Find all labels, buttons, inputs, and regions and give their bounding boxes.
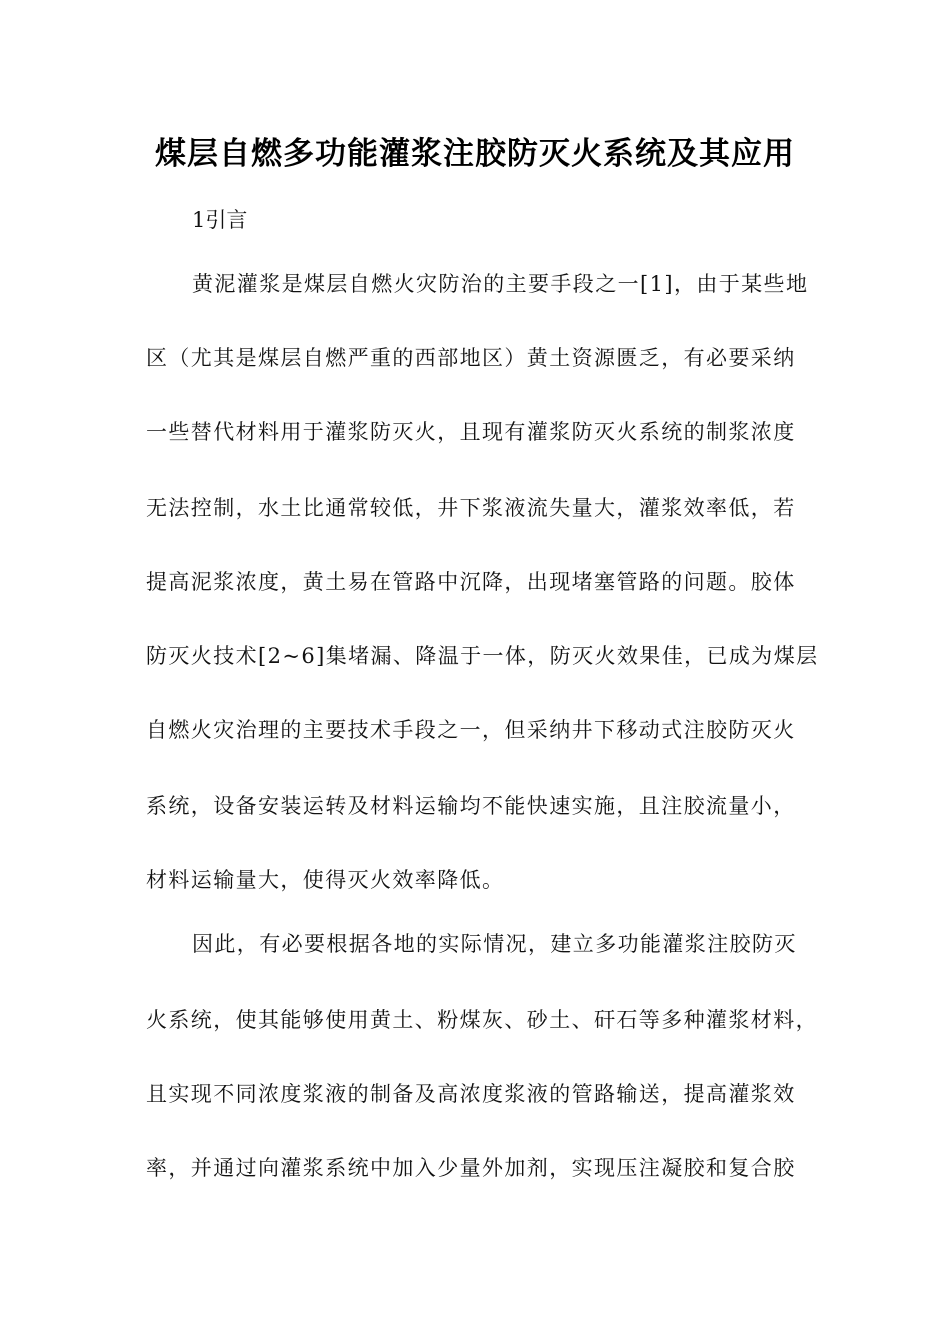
paragraph-line: 区（尤其是煤层自燃严重的西部地区）黄土资源匮乏，有必要采纳 [146,346,796,370]
paragraph-line: 防灭火技术[2~6]集堵漏、降温于一体，防灭火效果佳，已成为煤层 [146,644,819,668]
paragraph-line: 因此，有必要根据各地的实际情况，建立多功能灌浆注胶防灭 [192,932,797,956]
paragraph-line: 一些替代材料用于灌浆防灭火，且现有灌浆防灭火系统的制浆浓度 [146,420,796,444]
section-heading: 1引言 [192,208,248,232]
paragraph-line: 黄泥灌浆是煤层自燃火灾防治的主要手段之一[1]，由于某些地 [192,272,809,296]
paragraph-line: 系统，设备安装运转及材料运输均不能快速实施，且注胶流量小， [146,794,796,818]
paragraph-line: 自燃火灾治理的主要技术手段之一，但采纳井下移动式注胶防灭火 [146,718,796,742]
paragraph-line: 率，并通过向灌浆系统中加入少量外加剂，实现压注凝胶和复合胶 [146,1156,796,1180]
paragraph-line: 且实现不同浓度浆液的制备及高浓度浆液的管路输送，提高灌浆效 [146,1082,796,1106]
paragraph-line: 无法控制，水土比通常较低，井下浆液流失量大，灌浆效率低，若 [146,496,796,520]
paragraph-line: 提高泥浆浓度，黄土易在管路中沉降，出现堵塞管路的问题。胶体 [146,570,796,594]
document-title: 煤层自燃多功能灌浆注胶防灭火系统及其应用 [155,136,795,172]
paragraph-line: 材料运输量大，使得灭火效率降低。 [146,868,505,892]
paragraph-line: 火系统，使其能够使用黄土、粉煤灰、砂土、矸石等多种灌浆材料， [146,1008,818,1032]
